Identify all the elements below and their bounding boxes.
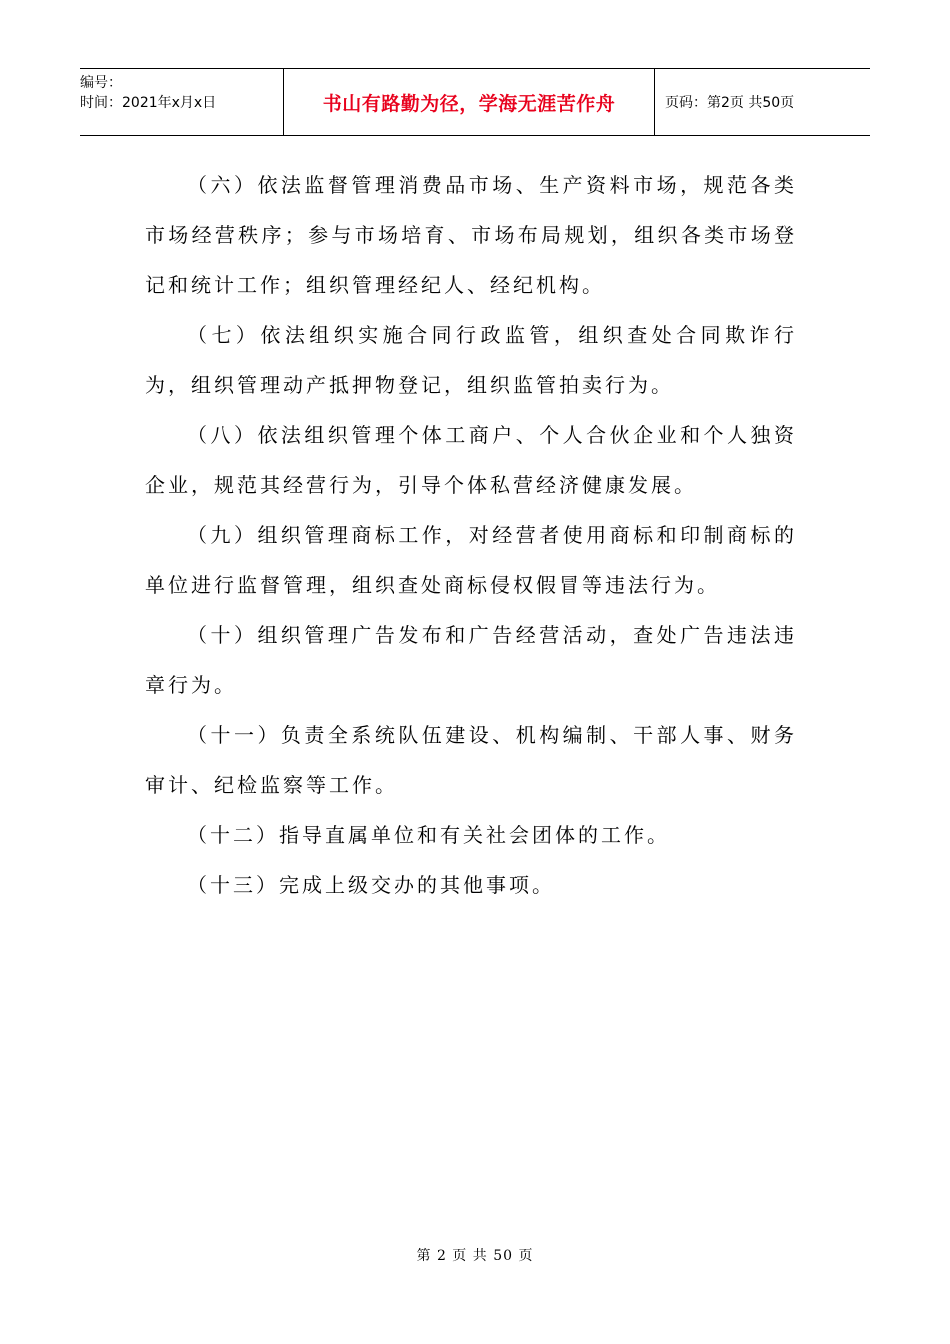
page-footer: 第 2 页 共 50 页 [416, 1248, 534, 1264]
document-body [145, 160, 797, 910]
paragraph-item-6: （六）依法监督管理消费品市场、生产资料市场，规范各类市场经营秩序；参与市场培育、市场布局规划，组织各类市场登记和统计工作；组织管理经纪人、经纪机构。 [145, 173, 797, 297]
header-meta [80, 69, 283, 135]
paragraph-item-7: （七）依法组织实施合同行政监管，组织查处合同欺诈行为，组织管理动产抵押物登记，组织监管拍卖行为。 [145, 323, 797, 397]
document-number-label: 编号： [80, 75, 122, 91]
header-page-info: 页码：第2页 共50页 [665, 95, 795, 111]
paragraph-item-8: （八）依法组织管理个体工商户、个人合伙企业和个人独资企业，规范其经营行为，引导个体私营经济健康发展。 [145, 423, 797, 497]
page-header [80, 68, 870, 136]
paragraph-item-13: （十三）完成上级交办的其他事项。 [187, 873, 555, 897]
paragraph-item-11: （十一）负责全系统队伍建设、机构编制、干部人事、财务审计、纪检监察等工作。 [145, 723, 797, 797]
paragraph-item-12: （十二）指导直属单位和有关社会团体的工作。 [187, 823, 670, 847]
header-motto: 书山有路勤为径，学海无涯苦作舟 [283, 69, 655, 135]
paragraph-item-9: （九）组织管理商标工作，对经营者使用商标和印制商标的单位进行监督管理，组织查处商标侵权假冒等违法行为。 [145, 523, 797, 597]
paragraph-item-10: （十）组织管理广告发布和广告经营活动，查处广告违法违章行为。 [145, 623, 797, 697]
document-time-label: 时间：2021年x月x日 [80, 95, 217, 111]
